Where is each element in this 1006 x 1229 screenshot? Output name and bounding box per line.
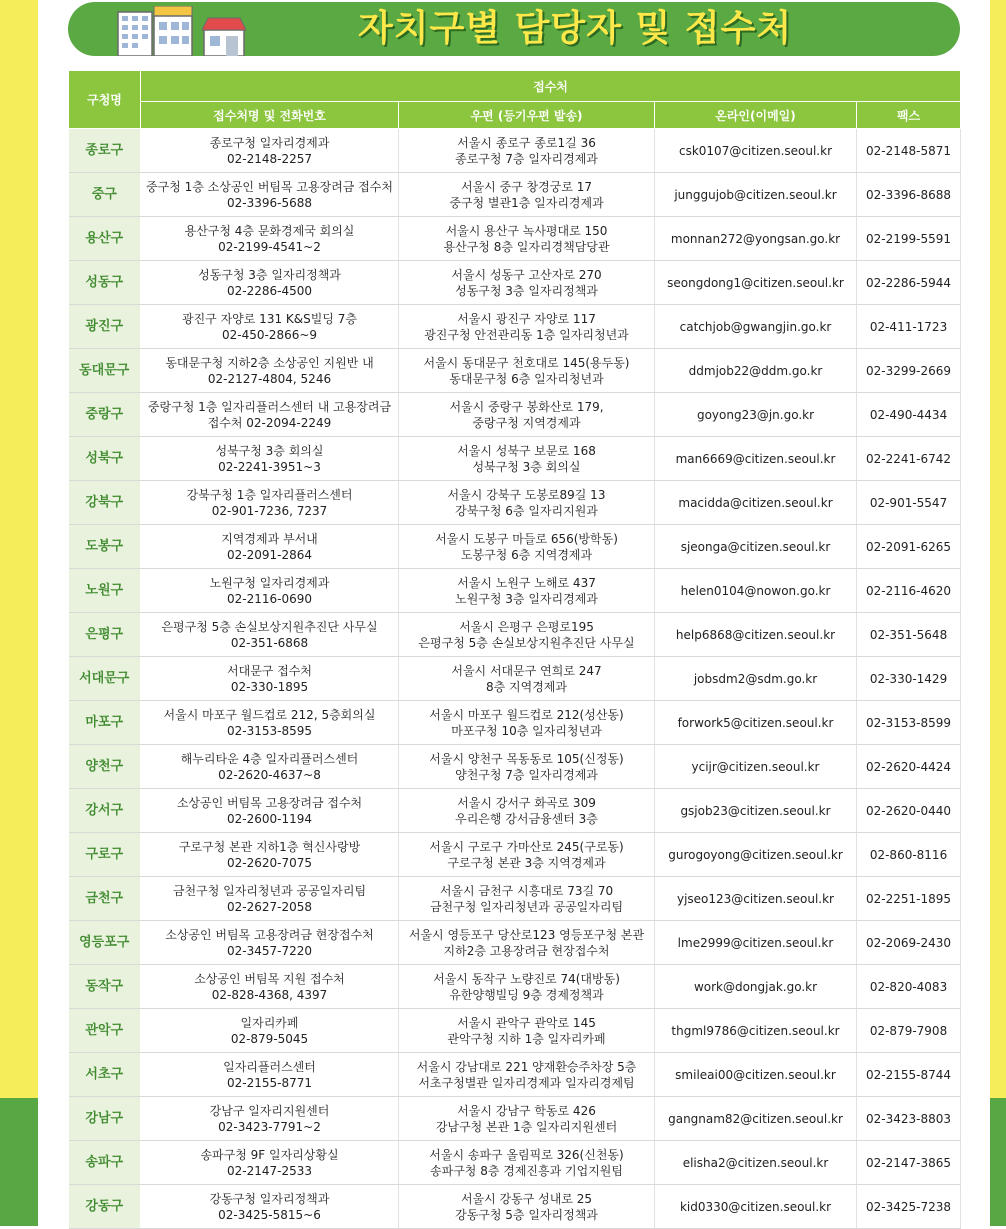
mail-cell [399,1185,655,1229]
district-name: 마포구 [69,701,141,745]
table-row [69,1141,961,1185]
mail-address: 서울시 중구 창경궁로 17 [460,179,593,194]
office-cell [141,217,399,261]
mail-address: 서울시 강서구 화곡로 309 [457,795,596,810]
left-side-green-block [0,1098,38,1226]
office-phone: 02-2600-1194 [226,811,312,826]
email-address[interactable]: lme2999@citizen.seoul.kr [655,921,857,965]
mail-detail: 관악구청 지하 1층 일자리카페 [447,1031,606,1046]
district-name: 관악구 [69,1009,141,1053]
mail-cell [399,701,655,745]
mail-detail: 8층 지역경제과 [485,679,567,694]
district-name: 서대문구 [69,657,141,701]
office-phone: 02-351-6868 [230,635,309,650]
office-phone: 02-3425-5815~6 [218,1207,321,1222]
office-phone: 02-450-2866~9 [221,327,318,342]
mail-cell [399,349,655,393]
mail-cell [399,569,655,613]
mail-detail: 마포구청 10층 일자리청년과 [451,723,602,738]
office-phone: 02-2620-4637~8 [218,767,321,782]
mail-detail: 종로구청 7층 일자리경제과 [455,151,598,166]
mail-detail: 강남구청 본관 1층 일자리지원센터 [435,1119,618,1134]
fax-number: 02-860-8116 [857,833,961,877]
mail-detail: 강동구청 5층 일자리정책과 [455,1207,598,1222]
table-row [69,965,961,1009]
fax-number: 02-2069-2430 [857,921,961,965]
office-cell [141,745,399,789]
office-phone: 02-2199-4541~2 [218,239,321,254]
fax-number: 02-3396-8688 [857,173,961,217]
right-side-green-block [990,1098,1006,1226]
mail-detail: 도봉구청 6층 지역경제과 [460,547,593,562]
mail-address: 서울시 은평구 은평로195 [459,619,594,634]
email-address[interactable]: gangnam82@citizen.seoul.kr [655,1097,857,1141]
office-phone: 02-330-1895 [230,679,309,694]
office-phone: 02-901-7236, 7237 [211,503,328,518]
office-cell [141,261,399,305]
mail-detail: 은평구청 5층 손실보상지원추진단 사무실 [418,635,635,650]
office-name: 일자리카페 [240,1015,299,1030]
office-cell [141,657,399,701]
office-phone: 02-828-4368, 4397 [211,987,328,1002]
header-fax: 팩스 [857,102,961,129]
mail-address: 서울시 금천구 시흥대로 73길 70 [439,883,614,898]
shop-icon [200,16,248,56]
office-name: 강북구청 1층 일자리플러스센터 [186,487,353,502]
email-address[interactable]: yjseo123@citizen.seoul.kr [655,877,857,921]
office-name: 동대문구청 지하2층 소상공인 지원반 내 [165,355,374,370]
fax-number: 02-2199-5591 [857,217,961,261]
office-phone: 02-2286-4500 [226,283,312,298]
mail-address: 서울시 광진구 자양로 117 [457,311,596,326]
fax-number: 02-2620-0440 [857,789,961,833]
mail-cell [399,965,655,1009]
header-mail: 우편 (등기우편 발송) [399,102,655,129]
mail-address: 서울시 관악구 관악로 145 [457,1015,596,1030]
mail-cell [399,393,655,437]
table-row [69,921,961,965]
mail-cell [399,305,655,349]
mail-detail: 노원구청 3층 일자리경제과 [455,591,598,606]
mail-detail: 강북구청 6층 일자리지원과 [455,503,598,518]
email-address[interactable]: gsjob23@citizen.seoul.kr [655,789,857,833]
office-phone: 접수처 02-2094-2249 [207,415,332,430]
district-name: 성북구 [69,437,141,481]
office-phone: 02-3457-7220 [226,943,312,958]
header-district: 구청명 [69,71,141,129]
mail-cell [399,1141,655,1185]
table-row [69,745,961,789]
mail-detail: 구로구청 본관 3층 지역경제과 [447,855,606,870]
office-cell [141,525,399,569]
fax-number: 02-2155-8744 [857,1053,961,1097]
fax-number: 02-820-4083 [857,965,961,1009]
mail-detail: 성동구청 3층 일자리정책과 [455,283,598,298]
email-address[interactable]: ddmjob22@ddm.go.kr [655,349,857,393]
fax-number: 02-2148-5871 [857,129,961,173]
mail-detail: 중구청 별관1층 일자리경제과 [449,195,604,210]
right-side-stripe [990,0,1006,1226]
fax-number: 02-2286-5944 [857,261,961,305]
header-office: 접수처명 및 전화번호 [141,102,399,129]
table-row [69,393,961,437]
table-row [69,833,961,877]
mail-detail: 서초구청별관 일자리경제과 일자리경제팀 [418,1075,635,1090]
mail-cell [399,437,655,481]
office-name: 성동구청 3층 일자리정책과 [198,267,341,282]
district-name: 은평구 [69,613,141,657]
email-address[interactable]: junggujob@citizen.seoul.kr [655,173,857,217]
table-row [69,701,961,745]
office-phone: 02-3423-7791~2 [218,1119,321,1134]
mail-address: 서울시 구로구 가마산로 245(구로동) [429,839,624,854]
mail-detail: 중랑구청 지역경제과 [472,415,581,430]
office-cell [141,569,399,613]
table-row [69,1097,961,1141]
table-row [69,173,961,217]
mail-cell [399,789,655,833]
email-address[interactable]: goyong23@jn.go.kr [655,393,857,437]
mail-detail: 양천구청 7층 일자리경제과 [455,767,598,782]
office-phone: 02-2116-0690 [226,591,312,606]
district-name: 강남구 [69,1097,141,1141]
office-name: 소상공인 버팀목 고용장려금 현장접수처 [165,927,374,942]
office-cell [141,393,399,437]
mail-address: 서울시 서대문구 연희로 247 [451,663,602,678]
mail-address: 서울시 성북구 보문로 168 [457,443,596,458]
office-name: 노원구청 일자리경제과 [209,575,330,590]
fax-number: 02-3425-7238 [857,1185,961,1229]
title-banner [68,2,960,56]
table-row [69,349,961,393]
office-name: 일자리플러스센터 [223,1059,316,1074]
mail-cell [399,1009,655,1053]
office-cell [141,1185,399,1229]
district-name: 노원구 [69,569,141,613]
mail-detail: 송파구청 8층 경제진흥과 기업지원팀 [430,1163,623,1178]
office-name: 중구청 1층 소상공인 버팀목 고용장려금 접수처 [146,179,393,194]
email-address[interactable]: elisha2@citizen.seoul.kr [655,1141,857,1185]
mail-cell [399,657,655,701]
mail-cell [399,217,655,261]
office-phone: 02-2147-2533 [226,1163,312,1178]
mail-detail: 동대문구청 6층 일자리청년과 [449,371,604,386]
mail-address: 서울시 마포구 월드컵로 212(성산동) [429,707,624,722]
mail-cell [399,1097,655,1141]
district-name: 도봉구 [69,525,141,569]
mail-cell [399,613,655,657]
mail-cell [399,877,655,921]
mail-cell [399,833,655,877]
mail-cell [399,525,655,569]
district-name: 용산구 [69,217,141,261]
mail-address: 서울시 강북구 도봉로89길 13 [447,487,606,502]
office-cell [141,437,399,481]
email-address[interactable]: catchjob@gwangjin.go.kr [655,305,857,349]
fax-number: 02-2251-1895 [857,877,961,921]
district-name: 금천구 [69,877,141,921]
office-cell [141,701,399,745]
mail-address: 서울시 용산구 녹사평대로 150 [445,223,608,238]
mail-detail: 용산구청 8층 일자리경책담당관 [443,239,610,254]
table-row [69,525,961,569]
mail-address: 서울시 노원구 노해로 437 [457,575,596,590]
mail-detail: 우리은행 강서금융센터 3층 [455,811,598,826]
office-phone: 02-2091-2864 [226,547,312,562]
office-phone: 02-2155-8771 [226,1075,312,1090]
table-row [69,437,961,481]
email-address[interactable]: kid0330@citizen.seoul.kr [655,1185,857,1229]
mail-detail: 성북구청 3층 회의실 [472,459,581,474]
district-name: 동작구 [69,965,141,1009]
mail-address: 서울시 성동구 고산자로 270 [451,267,602,282]
district-name: 중랑구 [69,393,141,437]
table-row [69,613,961,657]
mail-address: 서울시 영등포구 당산로123 영등포구청 본관 [408,927,645,942]
office-cell [141,921,399,965]
table-row [69,657,961,701]
table-row [69,569,961,613]
mail-detail: 유한양행빌딩 9층 경제정책과 [449,987,604,1002]
office-cell [141,349,399,393]
table-row [69,305,961,349]
table-row [69,789,961,833]
office-name: 서대문구 접수처 [227,663,312,678]
email-address[interactable]: monnan272@yongsan.go.kr [655,217,857,261]
office-cell [141,1009,399,1053]
mail-address: 서울시 중랑구 봉화산로 179, [449,399,604,414]
email-address[interactable]: jobsdm2@sdm.go.kr [655,657,857,701]
mail-cell [399,921,655,965]
office-cell [141,1141,399,1185]
district-name: 성동구 [69,261,141,305]
district-name: 강서구 [69,789,141,833]
fax-number: 02-351-5648 [857,613,961,657]
office-cell [141,129,399,173]
email-address[interactable]: csk0107@citizen.seoul.kr [655,129,857,173]
page-title: 자치구별 담당자 및 접수처 [358,8,793,49]
mail-cell [399,1053,655,1097]
email-address[interactable]: sjeonga@citizen.seoul.kr [655,525,857,569]
district-name: 동대문구 [69,349,141,393]
office-phone: 02-2241-3951~3 [218,459,321,474]
office-phone: 02-2627-2058 [226,899,312,914]
fax-number: 02-3299-2669 [857,349,961,393]
office-name: 용산구청 4층 문화경제국 회의실 [184,223,355,238]
fax-number: 02-2116-4620 [857,569,961,613]
office-cell [141,481,399,525]
office-name: 서울시 마포구 월드컵로 212, 5층회의실 [163,707,376,722]
mail-cell [399,173,655,217]
mail-cell [399,129,655,173]
office-name: 은평구청 5층 손실보상지원추진단 사무실 [161,619,378,634]
office-name: 소상공인 버팀목 지원 접수처 [194,971,345,986]
mail-address: 서울시 양천구 목동동로 105(신정동) [429,751,624,766]
email-address[interactable]: smileai00@citizen.seoul.kr [655,1053,857,1097]
fax-number: 02-2091-6265 [857,525,961,569]
mail-address: 서울시 송파구 올림픽로 326(신천동) [429,1147,624,1162]
table-row [69,481,961,525]
fax-number: 02-2147-3865 [857,1141,961,1185]
mail-cell [399,261,655,305]
district-name: 광진구 [69,305,141,349]
office-phone: 02-2620-7075 [226,855,312,870]
table-row [69,877,961,921]
office-phone: 02-2127-4804, 5246 [207,371,332,386]
office-cell [141,877,399,921]
district-name: 영등포구 [69,921,141,965]
district-name: 중구 [69,173,141,217]
table-row [69,129,961,173]
mail-detail: 지하2층 고용장려금 현장접수처 [443,943,610,958]
fax-number: 02-2620-4424 [857,745,961,789]
office-name: 광진구 자양로 131 K&S빌딩 7층 [182,311,357,326]
fax-number: 02-3153-8599 [857,701,961,745]
fax-number: 02-411-1723 [857,305,961,349]
mail-address: 서울시 강남구 학동로 426 [457,1103,596,1118]
email-address[interactable]: seongdong1@citizen.seoul.kr [655,261,857,305]
office-cell [141,1097,399,1141]
mail-address: 서울시 종로구 종로1길 36 [457,135,596,150]
fax-number: 02-3423-8803 [857,1097,961,1141]
office-cell [141,789,399,833]
contact-table [68,70,961,1229]
email-address[interactable]: helen0104@nowon.go.kr [655,569,857,613]
fax-number: 02-879-7908 [857,1009,961,1053]
office-cell [141,1053,399,1097]
office-name: 중랑구청 1층 일자리플러스센터 내 고용장려금 [147,399,392,414]
table-row [69,261,961,305]
office-phone: 02-2148-2257 [226,151,312,166]
mail-address: 서울시 동작구 노량진로 74(대방동) [433,971,620,986]
office-phone: 02-3396-5688 [226,195,312,210]
office-name: 소상공인 버팀목 고용장려금 접수처 [176,795,363,810]
office-cell [141,965,399,1009]
fax-number: 02-901-5547 [857,481,961,525]
header-reception-group: 접수처 [141,71,961,102]
email-address[interactable]: macidda@citizen.seoul.kr [655,481,857,525]
table-row [69,1053,961,1097]
left-side-stripe [0,0,38,1226]
office-name: 구로구청 본관 지하1층 혁신사랑방 [178,839,361,854]
office-name: 성북구청 3층 회의실 [215,443,324,458]
district-name: 강동구 [69,1185,141,1229]
mail-address: 서울시 강남대로 221 양재환승주차장 5층 [416,1059,637,1074]
table-row [69,1185,961,1229]
fax-number: 02-330-1429 [857,657,961,701]
district-name: 서초구 [69,1053,141,1097]
mail-address: 서울시 도봉구 마들로 656(방학동) [435,531,618,546]
building-icon [116,6,196,56]
mail-cell [399,481,655,525]
district-name: 구로구 [69,833,141,877]
email-address[interactable]: forwork5@citizen.seoul.kr [655,701,857,745]
email-address[interactable]: gurogoyong@citizen.seoul.kr [655,833,857,877]
mail-address: 서울시 강동구 성내로 25 [460,1191,593,1206]
office-phone: 02-879-5045 [230,1031,309,1046]
email-address[interactable]: help6868@citizen.seoul.kr [655,613,857,657]
district-name: 종로구 [69,129,141,173]
header-email: 온라인(이메일) [655,102,857,129]
office-name: 금천구청 일자리청년과 공공일자리팀 [172,883,367,898]
email-address[interactable]: man6669@citizen.seoul.kr [655,437,857,481]
district-name: 송파구 [69,1141,141,1185]
mail-address: 서울시 동대문구 천호대로 145(용두동) [423,355,630,370]
office-cell [141,305,399,349]
district-name: 양천구 [69,745,141,789]
office-name: 강남구 일자리지원센터 [209,1103,330,1118]
office-name: 해누리타운 4층 일자리플러스센터 [180,751,359,766]
office-name: 강동구청 일자리정책과 [209,1191,330,1206]
mail-cell [399,745,655,789]
office-cell [141,833,399,877]
office-cell [141,613,399,657]
office-name: 지역경제과 부서내 [221,531,318,546]
office-name: 송파구청 9F 일자리상황실 [200,1147,339,1162]
email-address[interactable]: thgml9786@citizen.seoul.kr [655,1009,857,1053]
district-name: 강북구 [69,481,141,525]
mail-detail: 금천구청 일자리청년과 공공일자리팀 [429,899,624,914]
mail-detail: 광진구청 안전관리동 1층 일자리청년과 [424,327,629,342]
fax-number: 02-2241-6742 [857,437,961,481]
table-row [69,217,961,261]
office-name: 종로구청 일자리경제과 [209,135,330,150]
fax-number: 02-490-4434 [857,393,961,437]
office-phone: 02-3153-8595 [226,723,312,738]
office-cell [141,173,399,217]
table-row [69,1009,961,1053]
email-address[interactable]: ycijr@citizen.seoul.kr [655,745,857,789]
email-address[interactable]: work@dongjak.go.kr [655,965,857,1009]
